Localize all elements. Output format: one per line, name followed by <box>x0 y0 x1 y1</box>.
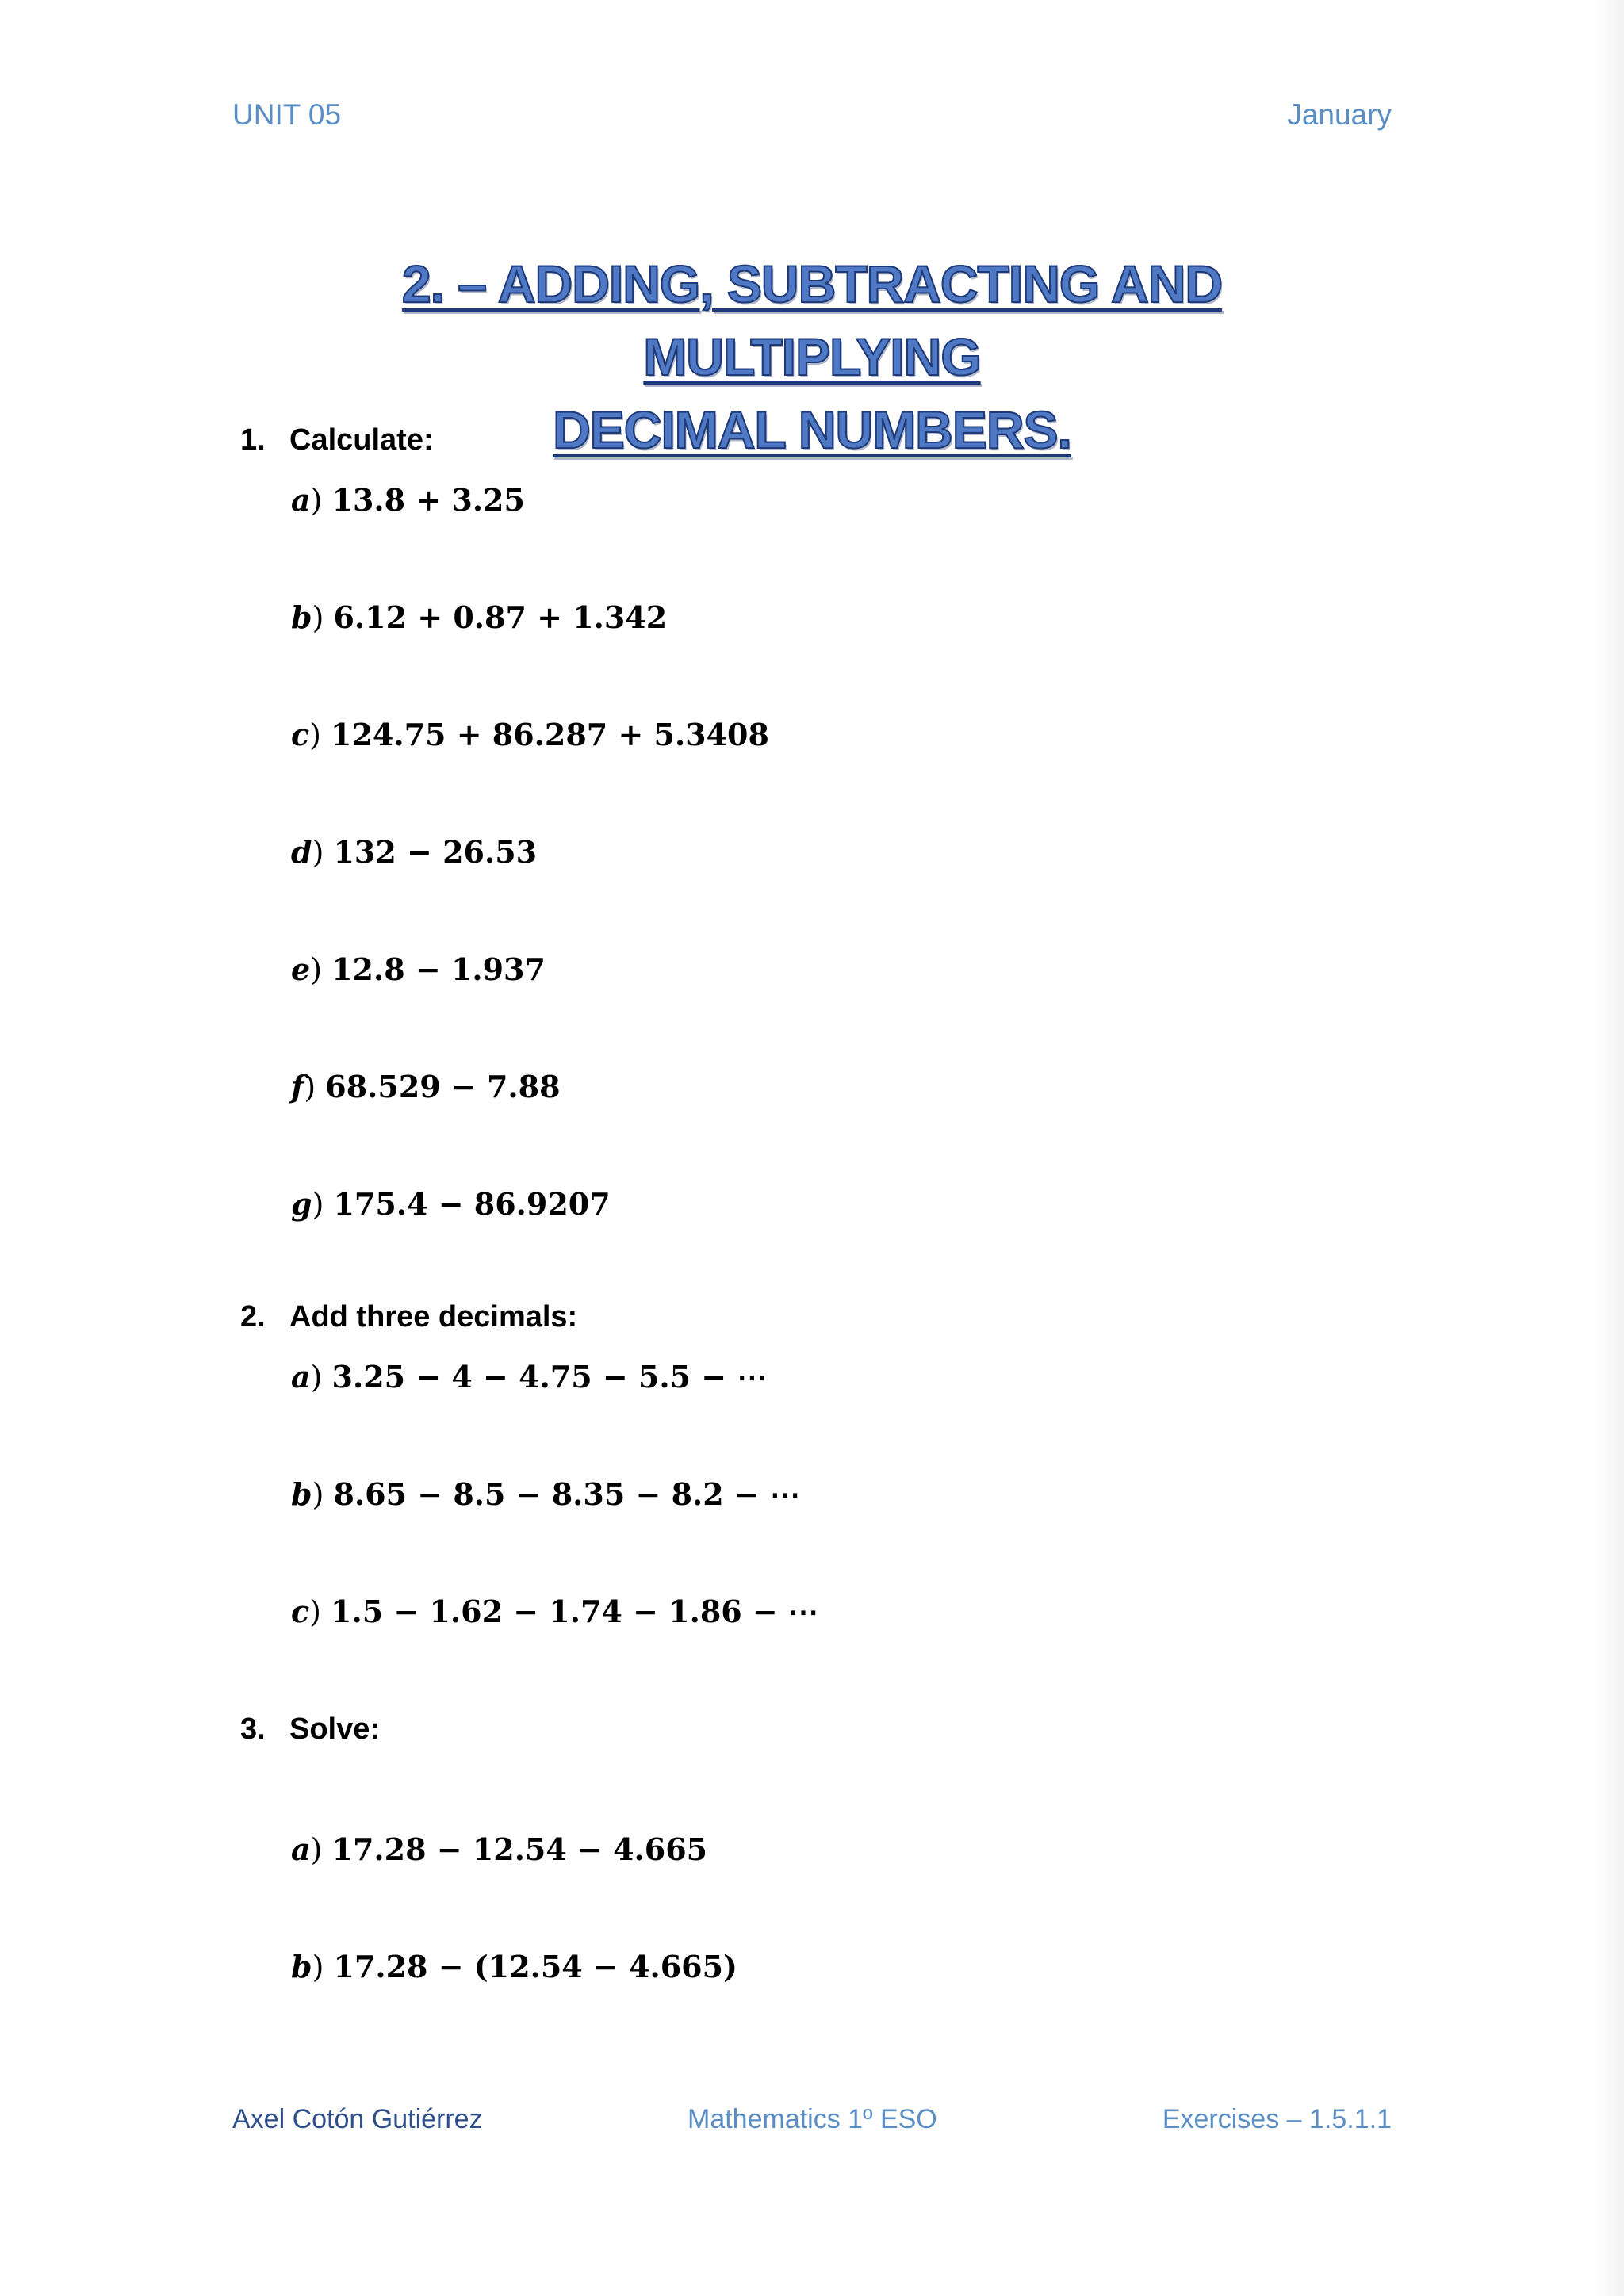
footer-exercise-code: Exercises – 1.5.1.1 <box>1162 2104 1392 2134</box>
item-label: c <box>291 1594 310 1629</box>
exercise-item: b) 17.28 − (12.54 − 4.665) <box>291 1949 738 1984</box>
item-expression: 12.8 − 1.937 <box>331 951 546 987</box>
footer-author: Axel Cotón Gutiérrez <box>232 2104 483 2134</box>
question-number: 2. <box>240 1300 266 1334</box>
exercise-item: b) 8.65 − 8.5 − 8.35 − 8.2 − ⋯ <box>291 1476 801 1512</box>
item-expression: 132 − 26.53 <box>333 834 538 870</box>
title-line-2: DECIMAL NUMBERS. <box>553 400 1071 459</box>
item-label: e <box>291 951 311 987</box>
exercise-item: g) 175.4 − 86.9207 <box>291 1186 611 1222</box>
item-expression: 17.28 − 12.54 − 4.665 <box>331 1831 708 1867</box>
item-expression: 1.5 − 1.62 − 1.74 − 1.86 − ⋯ <box>331 1594 819 1629</box>
header-month: January <box>1287 98 1392 131</box>
item-label: b <box>291 1949 312 1984</box>
exercise-item: a) 17.28 − 12.54 − 4.665 <box>291 1831 708 1867</box>
item-label: d <box>291 834 312 870</box>
item-label: f <box>291 1069 304 1104</box>
question-title: Calculate: <box>289 423 434 457</box>
item-label: g <box>291 1186 312 1222</box>
question-number: 3. <box>240 1712 266 1746</box>
exercise-item: c) 124.75 + 86.287 + 5.3408 <box>291 717 769 752</box>
question-1-heading <box>240 423 434 457</box>
footer-course: Mathematics 1º ESO <box>688 2104 937 2134</box>
exercise-item: f) 68.529 − 7.88 <box>291 1069 561 1104</box>
question-3-heading <box>240 1712 380 1747</box>
header-unit: UNIT 05 <box>232 98 342 131</box>
item-label: c <box>291 717 310 752</box>
item-label: a <box>291 482 311 518</box>
exercise-item: a) 3.25 − 4 − 4.75 − 5.5 − ⋯ <box>291 1359 768 1395</box>
item-expression: 8.65 − 8.5 − 8.35 − 8.2 − ⋯ <box>333 1476 801 1512</box>
exercise-item: b) 6.12 + 0.87 + 1.342 <box>291 599 668 635</box>
question-2-heading <box>240 1300 577 1334</box>
item-label: a <box>291 1831 311 1867</box>
item-expression: 17.28 − (12.54 − 4.665) <box>333 1949 738 1984</box>
item-label: a <box>291 1359 311 1395</box>
question-title: Add three decimals: <box>289 1300 578 1334</box>
item-expression: 13.8 + 3.25 <box>331 482 525 518</box>
item-expression: 6.12 + 0.87 + 1.342 <box>333 599 668 635</box>
item-label: b <box>291 1476 312 1512</box>
exercise-item: c) 1.5 − 1.62 − 1.74 − 1.86 − ⋯ <box>291 1594 819 1629</box>
exercise-item: e) 12.8 − 1.937 <box>291 951 546 987</box>
exercise-item: d) 132 − 26.53 <box>291 834 538 870</box>
item-expression: 175.4 − 86.9207 <box>333 1186 611 1222</box>
item-label: b <box>291 599 312 635</box>
item-expression: 68.529 − 7.88 <box>325 1069 561 1104</box>
item-expression: 124.75 + 86.287 + 5.3408 <box>331 717 769 752</box>
question-title: Solve: <box>289 1712 381 1746</box>
item-expression: 3.25 − 4 − 4.75 − 5.5 − ⋯ <box>331 1359 768 1395</box>
exercise-item: a) 13.8 + 3.25 <box>291 482 525 518</box>
question-number: 1. <box>240 423 266 457</box>
title-line-1: 2. – ADDING, SUBTRACTING AND MULTIPLYING <box>401 254 1223 386</box>
